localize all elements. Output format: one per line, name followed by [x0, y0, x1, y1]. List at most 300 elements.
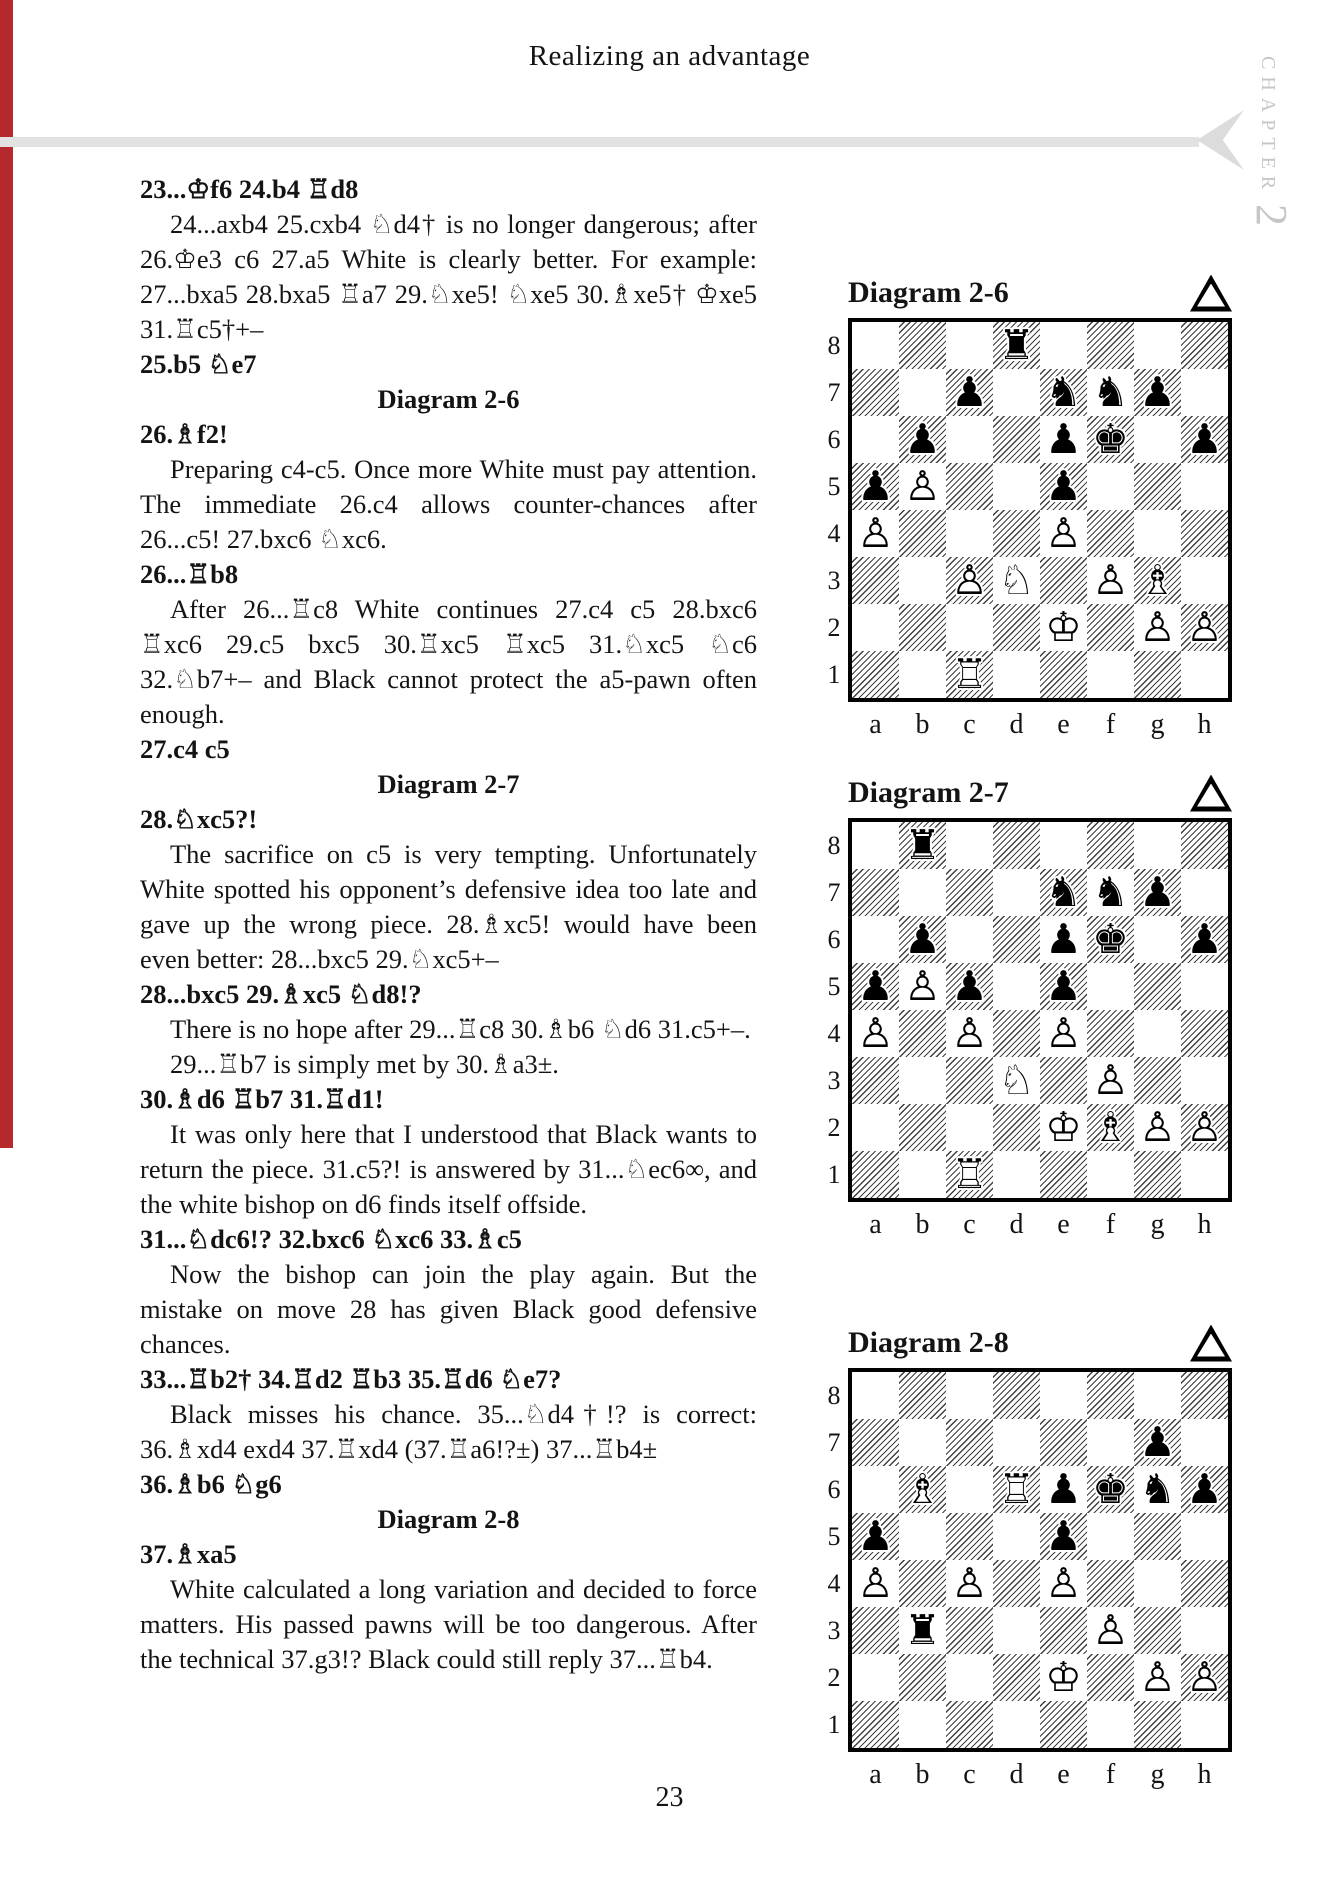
square-b5	[899, 463, 946, 510]
square-c1	[946, 1151, 993, 1198]
file-label: b	[915, 1209, 930, 1240]
rank-label: 7	[827, 878, 841, 907]
square-g2	[1134, 1104, 1181, 1151]
square-h1	[1181, 1151, 1228, 1198]
square-h1	[1181, 651, 1228, 698]
square-h5	[1181, 963, 1228, 1010]
move-line: 31...♘dc6!? 32.bxc6 ♘xc6 33.♗c5	[140, 1224, 522, 1254]
square-f2	[1087, 1104, 1134, 1151]
file-label: e	[1057, 1209, 1070, 1240]
square-h3	[1181, 557, 1228, 604]
commentary-paragraph: White calculated a long variation and decided to force matters. His passed pawns will be too dangerous. After the technical 37.g3!? Black could still reply 37...♖b4.	[140, 1574, 757, 1674]
piece-black-knight	[1087, 869, 1134, 916]
square-d4	[993, 1560, 1040, 1607]
square-c8	[946, 822, 993, 869]
square-d8	[993, 1372, 1040, 1419]
commentary-paragraph: Black misses his chance. 35...♘d4†!? is correct: 36.♗xd4 exd4 37.♖xd4 (37.♖a6!?±) 37...♖b4±	[140, 1399, 757, 1464]
square-c2	[946, 604, 993, 651]
piece-black-pawn	[1040, 416, 1087, 463]
square-b6	[899, 1466, 946, 1513]
piece-white-pawn	[1087, 1057, 1134, 1104]
square-h7	[1181, 369, 1228, 416]
square-b4	[899, 1560, 946, 1607]
commentary-paragraph: Now the bishop can join the play again. But the mistake on move 28 has given Black good defensive chances.	[140, 1259, 757, 1359]
file-label: c	[963, 709, 976, 740]
square-a4	[852, 1010, 899, 1057]
rank-label: 4	[827, 1569, 841, 1598]
piece-white-pawn	[899, 463, 946, 510]
square-a1	[852, 651, 899, 698]
square-f8	[1087, 1372, 1134, 1419]
square-e4	[1040, 1010, 1087, 1057]
square-e6	[1040, 1466, 1087, 1513]
file-label: g	[1150, 1759, 1165, 1790]
square-g8	[1134, 1372, 1181, 1419]
square-f4	[1087, 510, 1134, 557]
square-a3	[852, 557, 899, 604]
diagram-board-row	[820, 1368, 1232, 1752]
square-g4	[1134, 510, 1181, 557]
square-d3	[993, 1057, 1040, 1104]
square-d5	[993, 463, 1040, 510]
square-a5	[852, 963, 899, 1010]
file-label: h	[1197, 1759, 1212, 1790]
square-a3	[852, 1057, 899, 1104]
square-d1	[993, 1701, 1040, 1748]
square-e4	[1040, 510, 1087, 557]
chessboard	[848, 318, 1232, 702]
piece-black-knight	[1040, 869, 1087, 916]
square-d4	[993, 1010, 1040, 1057]
white-to-move-icon	[1190, 1325, 1232, 1362]
square-e8	[1040, 322, 1087, 369]
commentary-paragraph: There is no hope after 29...♖c8 30.♗b6 ♘d6 31.c5+–.	[170, 1014, 751, 1044]
square-g2	[1134, 604, 1181, 651]
piece-black-pawn	[852, 963, 899, 1010]
diagram-block	[820, 772, 1232, 1248]
square-b4	[899, 1010, 946, 1057]
file-label: a	[869, 1759, 882, 1790]
file-label: g	[1150, 709, 1165, 740]
commentary-paragraph: Preparing c4-c5. Once more White must pay attention. The immediate 26.c4 allows counter-chances after 26...c5! 27.bxc6 ♘xc6.	[140, 454, 757, 554]
square-g1	[1134, 1151, 1181, 1198]
file-label: f	[1105, 709, 1116, 740]
square-a3	[852, 1607, 899, 1654]
square-e6	[1040, 416, 1087, 463]
move-line: 23...♔f6 24.b4 ♖d8	[140, 174, 359, 204]
square-f2	[1087, 1654, 1134, 1701]
square-d7	[993, 1419, 1040, 1466]
rank-label: 4	[827, 519, 841, 548]
piece-white-pawn	[1040, 1560, 1087, 1607]
header-arrow-icon	[1197, 110, 1244, 170]
file-label: f	[1105, 1759, 1116, 1790]
analysis-column	[140, 172, 757, 1677]
square-a2	[852, 1654, 899, 1701]
rank-label: 4	[827, 1019, 841, 1048]
square-h5	[1181, 1513, 1228, 1560]
square-c4	[946, 1010, 993, 1057]
chessboard	[848, 1368, 1232, 1752]
square-g2	[1134, 1654, 1181, 1701]
square-a1	[852, 1151, 899, 1198]
page-number: 23	[655, 1782, 684, 1813]
piece-black-king	[1087, 1466, 1134, 1513]
piece-black-rook	[899, 822, 946, 869]
move-line: 28...bxc5 29.♗xc5 ♘d8!?	[140, 979, 422, 1009]
file-label: d	[1009, 709, 1024, 740]
piece-white-pawn	[852, 1560, 899, 1607]
page-header: Realizing an advantage	[528, 40, 811, 72]
square-a4	[852, 510, 899, 557]
piece-black-knight	[1134, 1466, 1181, 1513]
square-e4	[1040, 1560, 1087, 1607]
square-b5	[899, 1513, 946, 1560]
rank-labels	[820, 318, 848, 702]
piece-black-pawn	[852, 463, 899, 510]
piece-white-knight	[993, 557, 1040, 604]
square-b1	[899, 1151, 946, 1198]
square-f1	[1087, 651, 1134, 698]
square-b2	[899, 604, 946, 651]
square-c7	[946, 869, 993, 916]
rank-label: 6	[827, 1475, 841, 1504]
square-b8	[899, 822, 946, 869]
square-h3	[1181, 1607, 1228, 1654]
square-a7	[852, 369, 899, 416]
square-e5	[1040, 463, 1087, 510]
square-b8	[899, 1372, 946, 1419]
square-d1	[993, 651, 1040, 698]
square-h4	[1181, 1010, 1228, 1057]
diagram-reference: Diagram 2-6	[377, 384, 520, 414]
square-b1	[899, 1701, 946, 1748]
rank-label: 2	[827, 1663, 841, 1692]
square-g5	[1134, 463, 1181, 510]
diagram-label: Diagram 2-8	[848, 1326, 1009, 1359]
rank-label: 5	[827, 1522, 841, 1551]
square-c8	[946, 1372, 993, 1419]
square-e1	[1040, 651, 1087, 698]
square-e7	[1040, 369, 1087, 416]
square-e5	[1040, 1513, 1087, 1560]
piece-black-knight	[1040, 369, 1087, 416]
piece-white-pawn	[1134, 1654, 1181, 1701]
piece-white-bishop	[899, 1466, 946, 1513]
square-h8	[1181, 822, 1228, 869]
square-f1	[1087, 1151, 1134, 1198]
square-f8	[1087, 322, 1134, 369]
square-e2	[1040, 1104, 1087, 1151]
file-label: f	[1105, 1209, 1116, 1240]
square-a6	[852, 916, 899, 963]
square-c3	[946, 1057, 993, 1104]
rank-label: 6	[827, 925, 841, 954]
square-a2	[852, 1104, 899, 1151]
square-b3	[899, 557, 946, 604]
rank-label: 3	[827, 1066, 841, 1095]
square-g3	[1134, 1607, 1181, 1654]
square-d4	[993, 510, 1040, 557]
square-e2	[1040, 604, 1087, 651]
square-e3	[1040, 1057, 1087, 1104]
square-d7	[993, 869, 1040, 916]
diagram-board-row	[820, 818, 1232, 1202]
commentary-paragraph: The sacrifice on c5 is very tempting. Unfortunately White spotted his opponent’s defensive idea too late and gave up the wrong piece. 28.♗xc5! would have been even better: 28...bxc5 29.♘xc5+–	[140, 839, 757, 974]
piece-white-pawn	[946, 557, 993, 604]
square-g8	[1134, 822, 1181, 869]
square-g1	[1134, 651, 1181, 698]
square-f6	[1087, 916, 1134, 963]
square-g7	[1134, 1419, 1181, 1466]
square-h7	[1181, 869, 1228, 916]
piece-white-pawn	[1181, 1104, 1228, 1151]
piece-black-pawn	[852, 1513, 899, 1560]
commentary-paragraph: 24...axb4 25.cxb4 ♘d4† is no longer dangerous; after 26.♔e3 c6 27.a5 White is clearly better. For example: 27...bxa5 28.bxa5 ♖a7 29.♘xe5! ♘xe5 30.♗xe5† ♔xe5 31.♖c5†+–	[140, 209, 757, 344]
piece-white-pawn	[1181, 604, 1228, 651]
piece-black-pawn	[899, 416, 946, 463]
file-label: a	[869, 709, 882, 740]
piece-black-rook	[993, 322, 1040, 369]
rank-label: 1	[827, 660, 841, 689]
square-c5	[946, 463, 993, 510]
square-c5	[946, 1513, 993, 1560]
square-c4	[946, 510, 993, 557]
square-d3	[993, 1607, 1040, 1654]
rank-label: 3	[827, 1616, 841, 1645]
piece-black-pawn	[1134, 1419, 1181, 1466]
piece-black-pawn	[946, 963, 993, 1010]
piece-black-king	[1087, 416, 1134, 463]
piece-white-knight	[993, 1057, 1040, 1104]
square-f3	[1087, 557, 1134, 604]
file-labels	[852, 702, 1232, 748]
square-c2	[946, 1654, 993, 1701]
file-label: d	[1009, 1209, 1024, 1240]
square-d5	[993, 1513, 1040, 1560]
diagram-label: Diagram 2-6	[848, 276, 1009, 309]
square-b8	[899, 322, 946, 369]
square-e2	[1040, 1654, 1087, 1701]
square-g6	[1134, 416, 1181, 463]
square-h8	[1181, 322, 1228, 369]
rank-labels	[820, 1368, 848, 1752]
white-to-move-icon	[1190, 275, 1232, 312]
file-label: g	[1150, 1209, 1165, 1240]
chapter-sidebar-number: 2	[1247, 204, 1296, 226]
square-f3	[1087, 1607, 1134, 1654]
piece-white-pawn	[946, 1010, 993, 1057]
square-h6	[1181, 1466, 1228, 1513]
square-g3	[1134, 1057, 1181, 1104]
square-e3	[1040, 1607, 1087, 1654]
rank-label: 7	[827, 1428, 841, 1457]
square-f1	[1087, 1701, 1134, 1748]
square-c7	[946, 369, 993, 416]
square-a6	[852, 416, 899, 463]
move-line: 25.b5 ♘e7	[140, 349, 257, 379]
square-c3	[946, 557, 993, 604]
rank-label: 8	[827, 831, 841, 860]
rank-label: 5	[827, 472, 841, 501]
commentary-paragraph: 29...♖b7 is simply met by 30.♗a3±.	[170, 1049, 559, 1079]
square-a4	[852, 1560, 899, 1607]
piece-white-pawn	[1040, 1010, 1087, 1057]
commentary-paragraph: It was only here that I understood that Black wants to return the piece. 31.c5?! is answered by 31...♘ec6∞, and the white bishop on d6 finds itself offside.	[140, 1119, 757, 1219]
square-f7	[1087, 1419, 1134, 1466]
square-d8	[993, 322, 1040, 369]
piece-black-pawn	[899, 916, 946, 963]
square-e7	[1040, 1419, 1087, 1466]
square-b7	[899, 369, 946, 416]
square-b7	[899, 1419, 946, 1466]
square-d8	[993, 822, 1040, 869]
square-b4	[899, 510, 946, 557]
file-label: h	[1197, 709, 1212, 740]
square-e7	[1040, 869, 1087, 916]
move-line: 36.♗b6 ♘g6	[140, 1469, 282, 1499]
square-g1	[1134, 1701, 1181, 1748]
diagram-label: Diagram 2-7	[848, 776, 1009, 809]
piece-white-pawn	[1040, 510, 1087, 557]
square-c5	[946, 963, 993, 1010]
diagram-header	[848, 272, 1232, 314]
square-h1	[1181, 1701, 1228, 1748]
rank-label: 2	[827, 613, 841, 642]
square-h7	[1181, 1419, 1228, 1466]
square-f4	[1087, 1010, 1134, 1057]
piece-white-pawn	[1087, 1607, 1134, 1654]
file-label: b	[915, 1759, 930, 1790]
square-a7	[852, 869, 899, 916]
piece-black-rook	[899, 1607, 946, 1654]
square-c1	[946, 651, 993, 698]
piece-black-pawn	[1134, 369, 1181, 416]
piece-black-pawn	[946, 369, 993, 416]
piece-white-pawn	[899, 963, 946, 1010]
square-f3	[1087, 1057, 1134, 1104]
rank-labels	[820, 818, 848, 1202]
rank-label: 8	[827, 1381, 841, 1410]
square-h2	[1181, 1654, 1228, 1701]
square-b6	[899, 916, 946, 963]
rank-label: 7	[827, 378, 841, 407]
piece-white-pawn	[946, 1560, 993, 1607]
square-h3	[1181, 1057, 1228, 1104]
square-f4	[1087, 1560, 1134, 1607]
square-g5	[1134, 963, 1181, 1010]
piece-white-pawn	[852, 1010, 899, 1057]
diagram-header	[848, 772, 1232, 814]
square-e1	[1040, 1151, 1087, 1198]
chapter-sidebar-label: CHAPTER	[1257, 56, 1279, 197]
move-line: 37.♗xa5	[140, 1539, 237, 1569]
square-a7	[852, 1419, 899, 1466]
square-g7	[1134, 869, 1181, 916]
move-line: 28.♘xc5?!	[140, 804, 258, 834]
square-f8	[1087, 822, 1134, 869]
square-d3	[993, 557, 1040, 604]
header-rule	[0, 137, 1199, 147]
piece-black-pawn	[1040, 916, 1087, 963]
square-a1	[852, 1701, 899, 1748]
square-a6	[852, 1466, 899, 1513]
piece-white-bishop	[1134, 557, 1181, 604]
square-c4	[946, 1560, 993, 1607]
square-h6	[1181, 916, 1228, 963]
commentary-paragraph: After 26...♖c8 White continues 27.c4 c5 28.bxc6 ♖xc6 29.c5 bxc5 30.♖xc5 ♖xc5 31.♘xc5 ♘c6 32.♘b7+– and Black cannot protect the a5-pawn often enough.	[140, 594, 757, 729]
move-line: 27.c4 c5	[140, 734, 230, 764]
square-c7	[946, 1419, 993, 1466]
square-f7	[1087, 369, 1134, 416]
file-label: a	[869, 1209, 882, 1240]
piece-white-rook	[993, 1466, 1040, 1513]
white-to-move-icon	[1190, 775, 1232, 812]
square-d2	[993, 604, 1040, 651]
piece-white-rook	[946, 651, 993, 698]
square-e3	[1040, 557, 1087, 604]
square-c8	[946, 322, 993, 369]
square-a8	[852, 822, 899, 869]
square-b1	[899, 651, 946, 698]
piece-white-king	[1040, 1104, 1087, 1151]
square-a2	[852, 604, 899, 651]
square-h6	[1181, 416, 1228, 463]
square-h2	[1181, 1104, 1228, 1151]
file-label: d	[1009, 1759, 1024, 1790]
square-d2	[993, 1654, 1040, 1701]
piece-black-pawn	[1134, 869, 1181, 916]
square-h4	[1181, 1560, 1228, 1607]
piece-white-pawn	[1087, 557, 1134, 604]
piece-black-pawn	[1181, 416, 1228, 463]
square-d5	[993, 963, 1040, 1010]
piece-white-rook	[946, 1151, 993, 1198]
square-g7	[1134, 369, 1181, 416]
piece-black-pawn	[1040, 963, 1087, 1010]
move-line: 26.♗f2!	[140, 419, 228, 449]
square-a5	[852, 1513, 899, 1560]
square-f5	[1087, 1513, 1134, 1560]
piece-black-knight	[1087, 369, 1134, 416]
square-d6	[993, 916, 1040, 963]
square-e6	[1040, 916, 1087, 963]
square-h2	[1181, 604, 1228, 651]
square-c1	[946, 1701, 993, 1748]
square-c6	[946, 1466, 993, 1513]
square-b3	[899, 1607, 946, 1654]
diagram-board-row	[820, 318, 1232, 702]
piece-black-pawn	[1181, 1466, 1228, 1513]
square-h8	[1181, 1372, 1228, 1419]
diagram-reference: Diagram 2-8	[377, 1504, 520, 1534]
rank-label: 5	[827, 972, 841, 1001]
square-c6	[946, 416, 993, 463]
file-labels	[852, 1202, 1232, 1248]
square-h4	[1181, 510, 1228, 557]
square-g6	[1134, 1466, 1181, 1513]
rank-label: 3	[827, 566, 841, 595]
piece-white-pawn	[1134, 604, 1181, 651]
rank-label: 1	[827, 1160, 841, 1189]
file-label: h	[1197, 1209, 1212, 1240]
piece-black-pawn	[1181, 916, 1228, 963]
rank-label: 6	[827, 425, 841, 454]
piece-white-pawn	[1181, 1654, 1228, 1701]
file-label: c	[963, 1209, 976, 1240]
square-d6	[993, 416, 1040, 463]
square-a8	[852, 1372, 899, 1419]
